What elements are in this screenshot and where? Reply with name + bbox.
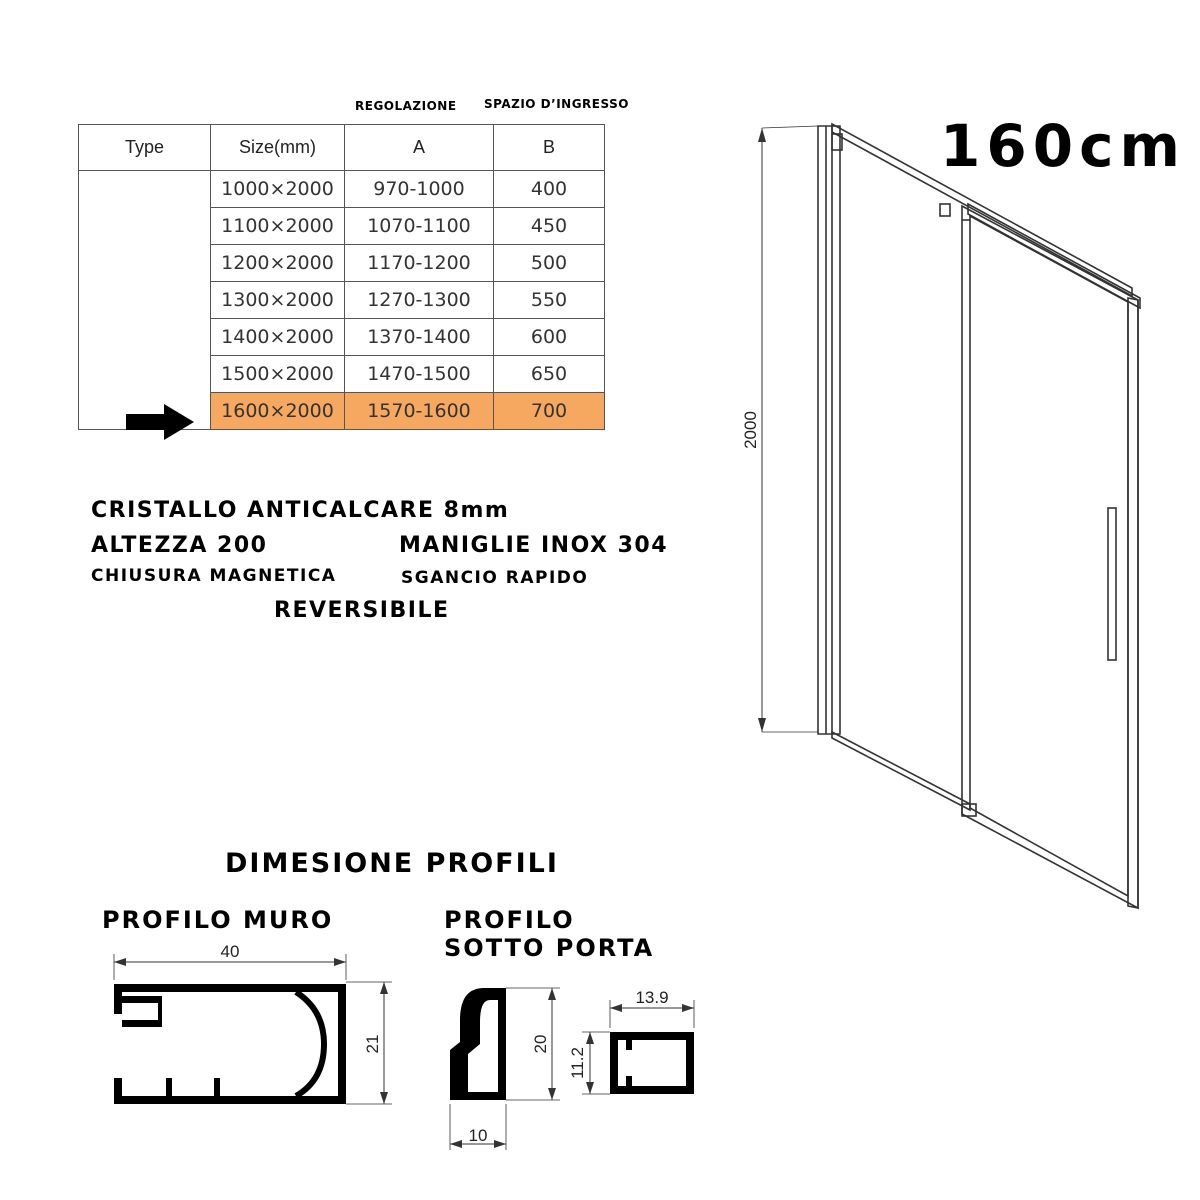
- col-a: A: [345, 125, 494, 171]
- a-cell: 1470-1500: [345, 356, 494, 393]
- type-cell: [79, 171, 211, 430]
- b-cell: 400: [494, 171, 605, 208]
- size-cell: 1100×2000: [211, 208, 345, 245]
- b-cell: 650: [494, 356, 605, 393]
- size-cell: 1500×2000: [211, 356, 345, 393]
- feature-handles: MANIGLIE INOX 304: [399, 533, 669, 558]
- feature-glass: CRISTALLO ANTICALCARE 8mm: [91, 498, 510, 523]
- wall-width-label: 40: [220, 942, 240, 961]
- b-cell: 600: [494, 319, 605, 356]
- door-profile-drawing: [440, 970, 720, 1160]
- b-cell: 550: [494, 282, 605, 319]
- a-cell: 1570-1600: [345, 393, 494, 430]
- a-cell: 1070-1100: [345, 208, 494, 245]
- b-cell: 500: [494, 245, 605, 282]
- a-cell: 1170-1200: [345, 245, 494, 282]
- arrow-right-icon: [124, 402, 196, 442]
- wall-profile-drawing: [100, 940, 400, 1110]
- feature-quick-release: SGANCIO RAPIDO: [401, 568, 589, 588]
- feature-magnetic: CHIUSURA MAGNETICA: [91, 566, 337, 586]
- wall-profile-title: PROFILO MURO: [102, 906, 334, 934]
- door-profile-title-1: PROFILO: [444, 906, 575, 934]
- door-width-label: 10: [468, 1126, 488, 1145]
- small-height-label: 11.2: [568, 1047, 587, 1079]
- header-spazio-ingresso: SPAZIO D’INGRESSO: [484, 97, 629, 111]
- col-type: Type: [79, 125, 211, 171]
- profiles-section-title: DIMESIONE PROFILI: [225, 848, 559, 879]
- b-cell: 450: [494, 208, 605, 245]
- door-profile-title-2: SOTTO PORTA: [444, 934, 655, 962]
- feature-reversible: REVERSIBILE: [274, 598, 450, 623]
- col-size: Size(mm): [211, 125, 345, 171]
- table-row: [79, 171, 605, 208]
- wall-height-label: 21: [363, 1034, 382, 1054]
- model-size-title: 160cm: [940, 112, 1186, 180]
- b-cell: 700: [494, 393, 605, 430]
- size-cell: 1400×2000: [211, 319, 345, 356]
- header-regolazione: REGOLAZIONE: [355, 99, 457, 113]
- shower-door-drawing: [740, 110, 1160, 920]
- a-cell: 970-1000: [345, 171, 494, 208]
- door-height-label: 2000: [741, 411, 760, 449]
- size-cell: 1300×2000: [211, 282, 345, 319]
- size-cell: 1600×2000: [211, 393, 345, 430]
- feature-height: ALTEZZA 200: [91, 533, 268, 558]
- door-height-label: 20: [531, 1034, 550, 1054]
- size-cell: 1000×2000: [211, 171, 345, 208]
- small-width-label: 13.9: [635, 988, 669, 1007]
- a-cell: 1270-1300: [345, 282, 494, 319]
- size-cell: 1200×2000: [211, 245, 345, 282]
- size-table: [78, 124, 605, 430]
- a-cell: 1370-1400: [345, 319, 494, 356]
- col-b: B: [494, 125, 605, 171]
